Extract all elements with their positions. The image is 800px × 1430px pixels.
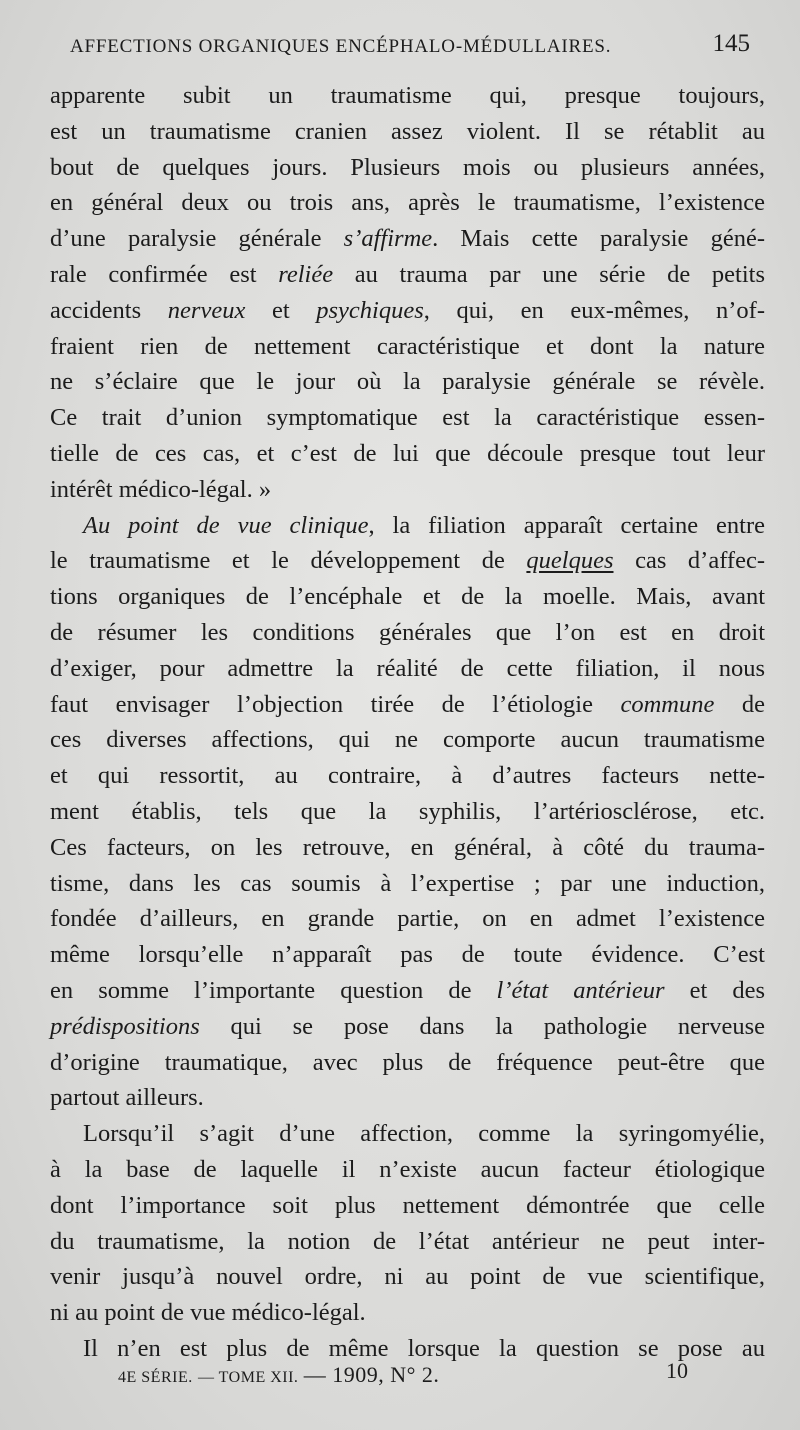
text-line: accidents nerveux et psychiques, qui, en eux-mêmes, n’of- xyxy=(50,296,765,324)
text-line: le traumatisme et le développement de quelques cas d’affec- xyxy=(50,547,766,575)
text-line: de résumer les conditions générales que l’on est en droit xyxy=(50,618,765,646)
text-line: intérêt médico-légal. » xyxy=(50,475,272,503)
page-header xyxy=(70,30,750,64)
printer-signature: 4E SÉRIE. — TOME XII. — 1909, N° 2. xyxy=(118,1362,440,1387)
text-line: et qui ressortit, au contraire, à d’autres facteurs nette- xyxy=(50,762,765,790)
text-line: ne s’éclaire que le jour où la paralysie générale se révèle. xyxy=(50,368,765,396)
body-text xyxy=(50,78,765,1367)
text-line: fraient rien de nettement caractéristique et dont la nature xyxy=(50,332,765,360)
text-line: tielle de ces cas, et c’est de lui que découle presque tout leur xyxy=(50,439,765,467)
text-line: Au point de vue clinique, la filiation apparaît certaine entre xyxy=(83,511,765,539)
text-line: dont l’importance soit plus nettement démontrée que celle xyxy=(50,1191,765,1219)
text-line: bout de quelques jours. Plusieurs mois ou plusieurs années, xyxy=(50,153,765,181)
text-line: prédispositions qui se pose dans la pathologie nerveuse xyxy=(50,1012,765,1040)
text-line: tisme, dans les cas soumis à l’expertise ; par une induction, xyxy=(50,869,765,897)
text-line: d’une paralysie générale s’affirme. Mais cette paralysie géné- xyxy=(50,225,765,253)
text-line: ces diverses affections, qui ne comporte aucun traumatisme xyxy=(50,726,765,754)
text-line: apparente subit un traumatisme qui, presque toujours, xyxy=(50,82,765,109)
paragraph-1 xyxy=(50,78,765,508)
text-line: ni au point de vue médico-légal. xyxy=(50,1299,366,1327)
text-line: du traumatisme, la notion de l’état antérieur ne peut inter- xyxy=(50,1227,765,1255)
text-line: Il n’en est plus de même lorsque la question se pose au xyxy=(83,1334,765,1362)
paragraph-3 xyxy=(50,1116,765,1331)
text-line: à la base de laquelle il n’existe aucun facteur étiologique xyxy=(50,1155,765,1183)
text-line: en somme l’importante question de l’état antérieur et des xyxy=(50,976,765,1004)
text-line: même lorsqu’elle n’apparaît pas de toute évidence. C’est xyxy=(50,941,765,969)
text-line: faut envisager l’objection tirée de l’étiologie commune de xyxy=(50,690,766,718)
text-line: ment établis, tels que la syphilis, l’artériosclérose, etc. xyxy=(50,797,765,825)
running-head: AFFECTIONS ORGANIQUES ENCÉPHALO-MÉDULLAIRES. xyxy=(70,36,612,57)
text-line: venir jusqu’à nouvel ordre, ni au point de vue scientifique, xyxy=(50,1263,765,1291)
text-line: tions organiques de l’encéphale et de la moelle. Mais, avant xyxy=(50,583,765,611)
text-line: en général deux ou trois ans, après le traumatisme, l’existence xyxy=(50,189,765,217)
paragraph-2 xyxy=(50,508,765,1117)
text-line: Lorsqu’il s’agit d’une affection, comme la syringomyélie, xyxy=(83,1120,765,1148)
text-line: fondée d’ailleurs, en grande partie, on en admet l’existence xyxy=(50,905,765,933)
sheet-number: 10 xyxy=(666,1358,688,1383)
text-line: d’origine traumatique, avec plus de fréquence peut-être que xyxy=(50,1048,765,1076)
text-line: partout ailleurs. xyxy=(50,1084,204,1112)
text-line: d’exiger, pour admettre la réalité de cette filiation, il nous xyxy=(50,654,765,682)
page-footer xyxy=(118,1358,688,1392)
text-line: Ces facteurs, on les retrouve, en général, à côté du trauma- xyxy=(50,833,765,861)
text-line: Ce trait d’union symptomatique est la caractéristique essen- xyxy=(50,404,765,432)
page-number: 145 xyxy=(712,30,750,57)
text-line: est un traumatisme cranien assez violent. Il se rétablit au xyxy=(50,117,765,145)
text-line: rale confirmée est reliée au trauma par une série de petits xyxy=(50,260,766,288)
